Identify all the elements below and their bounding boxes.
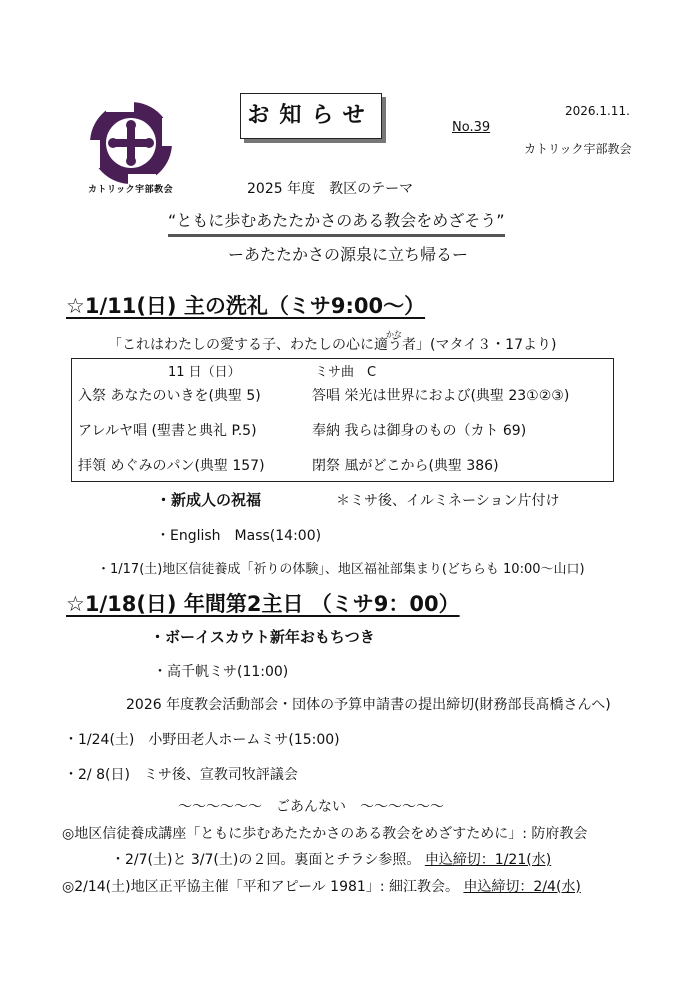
peace-appeal-text: ◎2/14(土)地区正平協主催「平和アピール 1981」: 細江教会。 — [62, 879, 459, 895]
song-entrance: 入祭 あなたのいきを(典聖 5) — [78, 388, 261, 404]
seminar-dates-text: ・2/7(土)と 3/7(土)の２回。裏面とチラシ参照。 — [111, 852, 421, 868]
takachiho-mass: ・高千帆ミサ(11:00) — [153, 664, 289, 680]
guide-seminar-dates — [111, 849, 551, 869]
cross-emblem-icon — [86, 98, 176, 188]
guide-peace-appeal — [62, 876, 581, 896]
church-logo — [86, 98, 176, 188]
logo-caption: カトリック宇部教会 — [88, 185, 174, 195]
sunday2-heading: ☆1/18(日) 年間第2主日 （ミサ9：00） — [66, 592, 460, 616]
song-recessional: 閉祭 風がどこから(典聖 386) — [312, 458, 499, 474]
sunday1-heading: ☆1/11(日) 主の洗礼（ミサ9:00～） — [66, 294, 426, 318]
onoda-home-mass: ・1/24(土) 小野田老人ホームミサ(15:00) — [64, 732, 340, 748]
guide-seminar: ◎地区信徒養成講座「ともに歩むあたたかさのある教会をめざすために」: 防府教会 — [62, 826, 588, 842]
church-name: カトリック宇部教会 — [524, 142, 632, 156]
formation-event: ・1/17(土)地区信徒養成「祈りの体験」、地区福祉部集まり(どちらも 10:00～山口) — [97, 562, 585, 577]
guide-title: ～～～～～～ ごあんない ～～～～～～ — [178, 799, 444, 815]
peace-appeal-deadline: 申込締切：2/4(水) — [463, 879, 581, 895]
mass-setting: ミサ曲 C — [315, 365, 377, 380]
scripture-quote: 「これはわたしの愛する子、わたしの心に適う者」(マタイ３・17より) — [108, 337, 557, 353]
issue-date: 2026.1.11. — [565, 104, 630, 118]
issue-number: No.39 — [452, 120, 491, 135]
song-responsorial: 答唱 栄光は世界におよび(典聖 23①②③) — [312, 388, 570, 404]
song-date: 11 日（日） — [168, 365, 241, 380]
seminar-deadline: 申込締切：1/21(水) — [424, 852, 552, 868]
ruby-reading: かな — [386, 330, 402, 339]
budget-deadline: 2026 年度教会活動部会・団体の予算申請書の提出締切(財務部長髙橋さんへ) — [126, 697, 611, 713]
theme-label: 2025 年度 教区のテーマ — [247, 181, 414, 197]
song-communion: 拝領 めぐみのパン(典聖 157) — [78, 458, 265, 474]
theme-title: “ともに歩むあたたかさのある教会をめざそう” — [168, 208, 505, 237]
coming-of-age-blessing: ・新成人の祝福 — [156, 491, 262, 509]
illumination-note: ＊ミサ後、イルミネーション片付け — [336, 493, 560, 509]
english-mass: ・English Mass(14:00) — [156, 528, 322, 544]
mochitsuki-event: ・ボーイスカウト新年おもちつき — [150, 628, 375, 646]
theme-subtitle: ーあたたかさの源泉に立ち帰るー — [228, 245, 469, 264]
song-offertory: 奉納 我らは御身のもの（カト 69) — [312, 423, 527, 439]
song-alleluia: アレルヤ唱 (聖書と典礼 P.5) — [78, 423, 257, 439]
notice-title: お知らせ — [240, 93, 382, 139]
council-meeting: ・2/ 8(日) ミサ後、宣教司牧評議会 — [64, 767, 298, 783]
song-table — [71, 358, 614, 482]
